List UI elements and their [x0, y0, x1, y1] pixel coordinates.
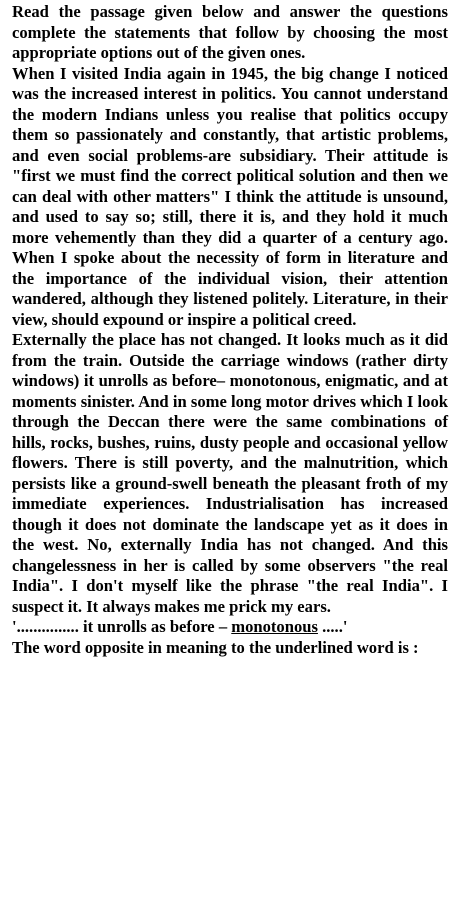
quote-after: .....' — [317, 617, 348, 636]
quote-before: '............... it unrolls as before – — [12, 617, 232, 636]
question-prompt: The word opposite in meaning to the underlined word is : — [12, 637, 419, 657]
question-quote — [12, 617, 448, 638]
passage-paragraph-2: Externally the place has not changed. It looks much as it did from the train. Outside the carriage windows (rather dirty windows) it unrolls as before– monotonous, enigmatic, and at moments sinister. And in some long motor drives which I look through the Deccan there were the same combinations of hills, rocks, bushes, ruins, dusty people and occasional yellow flowers. There is still poverty, and the malnutrition, which persists like a ground-swell beneath the pleasant froth of my immediate experiences. Industrialisation has increased though it does not dominate the landscape yet as it does in the west. No, externally India has not changed. And this changelessness in her is called by some observers "the real India". I don't myself like the phrase "the real India". I suspect it. It always makes me prick my ears. — [12, 330, 448, 616]
instruction-text: Read the passage given below and answer the questions complete the statements that follow by choosing the most appropriate options out of the given ones. — [12, 2, 448, 62]
underlined-word: monotonous — [231, 617, 318, 636]
passage-paragraph-1: When I visited India again in 1945, the big change I noticed was the increased interest in politics. You cannot understand the modern Indians unless you realise that politics occupy them so passionately and constantly, that artistic problems, and even social problems-are subsidiary. Their attitude is "first we must find the correct political solution and then we can deal with other matters" I think the attitude is unsound, and used to say so; still, there it is, and they hold it much more vehemently than they did a quarter of a century ago. When I spoke about the necessity of form in literature and the importance of the individual vision, their attention wandered, although they listened politely. Literature, in their view, should expound or inspire a political creed. — [12, 63, 448, 329]
